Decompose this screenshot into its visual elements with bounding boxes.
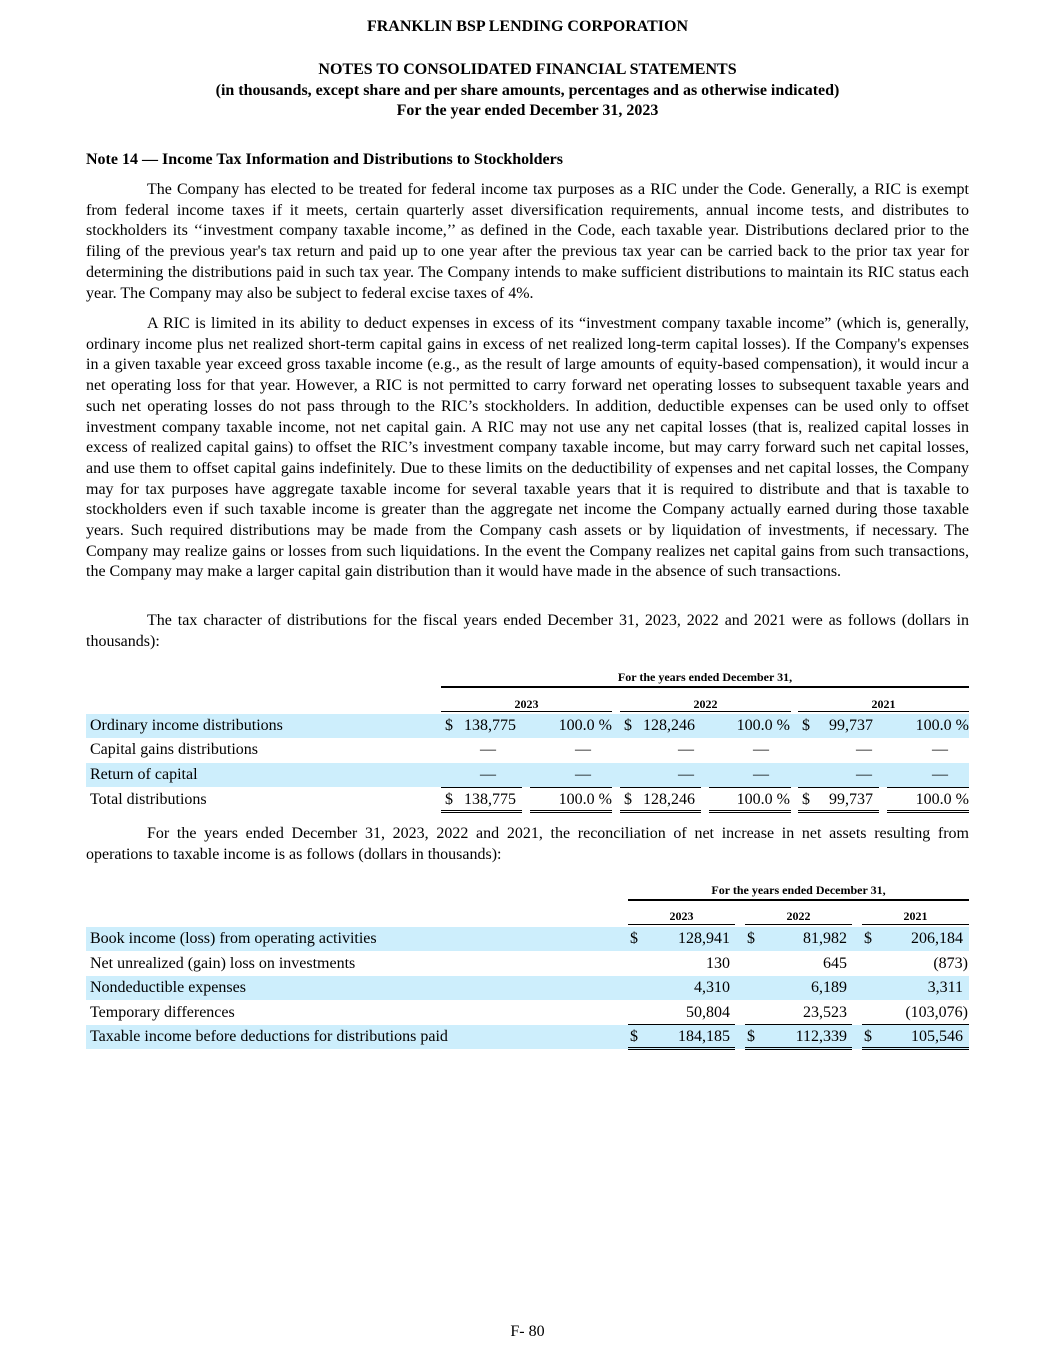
table-rule — [628, 924, 735, 925]
percent-cell: — — [753, 741, 769, 758]
currency-symbol: $ — [624, 717, 632, 734]
amount-cell: 23,523 — [803, 1004, 847, 1021]
amount-cell: 4,310 — [694, 979, 730, 996]
amount-cell: 138,775 — [464, 717, 516, 734]
amount-cell: 99,737 — [829, 717, 873, 734]
amount-cell: 105,546 — [911, 1028, 963, 1045]
note-paragraph: A RIC is limited in its ability to deduct expenses in excess of its “investment company taxable income” (which is, generally, ordinary income plus net realized short-term capital gains in excess of net realized long-term capital losses). If the Company's expenses in a given taxable year exceed gross taxable income (e.g., as the result of large amounts of equity-based compensation), it would incur a net operating loss for that year. However, a RIC is not permitted to carry forward net operating losses to subsequent taxable years and such net operating losses do not pass through to the RIC’s stockholders. In addition, deductible expenses can be used only to offset investment company taxable income, not net capital gain. A RIC may not use any net capital losses (that is, realized capital losses in excess of realized capital gains) to offset the RIC’s investment company taxable income, but may carry forward such net capital losses, and use them to offset capital gains indefinitely. Due to these limits on the deductibility of expenses and net capital losses, the Company may for tax purposes have aggregate taxable income for several taxable years that it is required to distribute and that is taxable to stockholders even if such taxable income is greater than the aggregate net income the Company actually earned during those taxable years. Such required distributions may be made from the Company cash assets or by liquidation of investments, if necessary. The Company may realize gains or losses from such liquidations. In the event the Company realizes net capital gains from such transactions, the Company may make a larger capital gain distribution than it would have made in the absence of such transactions. — [86, 315, 969, 581]
statement-subtitle: (in thousands, except share and per share amounts, percentages and as otherwise indicated) — [215, 82, 840, 99]
currency-symbol: $ — [802, 717, 810, 734]
amount-cell: (873) — [933, 955, 968, 972]
table-rule — [798, 711, 969, 712]
note-paragraph: The Company has elected to be treated for federal income tax purposes as a RIC under the Code. Generally, a RIC is exempt from federal income taxes if it meets, certain quarterly asset diversification requirements, annual income tests, and distributes to stockholders its ‘‘investment company taxable income,’’ as defined in the Code, each taxable year. Distributions declared prior to the filing of the previous year's tax return and paid up to one year after the previous tax year can be carried back to the prior tax year for determining the distributions paid in such tax year. The Company intends to make sufficient distributions to maintain its RIC status each year. The Company may also be subject to federal excise taxes of 4%. — [86, 181, 969, 302]
amount-cell: — — [856, 766, 872, 783]
amount-cell: 3,311 — [927, 979, 963, 996]
year-header: 2023 — [514, 697, 539, 711]
table-row — [86, 976, 969, 1000]
percent-cell: — — [753, 766, 769, 783]
amount-cell: — — [678, 741, 694, 758]
table-rule — [530, 810, 612, 813]
currency-symbol: $ — [864, 930, 872, 947]
currency-symbol: $ — [747, 930, 755, 947]
row-label: Return of capital — [90, 766, 198, 783]
row-label: Book income (loss) from operating activities — [90, 930, 377, 947]
percent-cell: — — [932, 741, 948, 758]
percent-cell: 100.0 % — [558, 791, 612, 808]
statement-period: For the year ended December 31, 2023 — [396, 102, 659, 119]
note-paragraph: For the years ended December 31, 2023, 2022 and 2021, the reconciliation of net increase in net assets resulting from operations to taxable income is as follows (dollars in thousands): — [86, 825, 969, 863]
year-header: 2021 — [871, 697, 896, 711]
row-label: Total distributions — [90, 791, 207, 808]
table-row-total — [86, 788, 969, 812]
row-label: Capital gains distributions — [90, 741, 258, 758]
table-rule — [441, 711, 612, 712]
amount-cell: 645 — [823, 955, 847, 972]
currency-symbol: $ — [445, 791, 453, 808]
amount-cell: — — [480, 741, 496, 758]
percent-cell: 100.0 % — [736, 791, 790, 808]
statement-title: NOTES TO CONSOLIDATED FINANCIAL STATEMENTS — [318, 61, 737, 78]
year-header: 2022 — [693, 697, 718, 711]
amount-cell: 50,804 — [686, 1004, 730, 1021]
percent-cell: — — [575, 741, 591, 758]
table-rule — [628, 899, 969, 901]
amount-cell: 6,189 — [811, 979, 847, 996]
table-row — [86, 952, 969, 976]
row-label: Ordinary income distributions — [90, 717, 283, 734]
currency-symbol: $ — [802, 791, 810, 808]
currency-symbol: $ — [630, 1028, 638, 1045]
table-heading: For the years ended December 31, — [711, 883, 886, 897]
company-name: FRANKLIN BSP LENDING CORPORATION — [366, 18, 689, 35]
currency-symbol: $ — [747, 1028, 755, 1045]
table-rule — [620, 711, 791, 712]
amount-cell: 81,982 — [803, 930, 847, 947]
row-label: Net unrealized (gain) loss on investments — [90, 955, 356, 972]
table-row — [86, 738, 969, 762]
amount-cell: 206,184 — [911, 930, 963, 947]
currency-symbol: $ — [630, 930, 638, 947]
currency-symbol: $ — [864, 1028, 872, 1045]
amount-cell: 130 — [706, 955, 730, 972]
percent-cell: — — [932, 766, 948, 783]
page-number: F- 80 — [510, 1323, 545, 1340]
row-label: Temporary differences — [90, 1004, 235, 1021]
year-header: 2023 — [669, 909, 694, 923]
amount-cell: — — [480, 766, 496, 783]
note-paragraph: The tax character of distributions for the fiscal years ended December 31, 2023, 2022 and 2021 were as follows (dollars in thousands): — [86, 612, 969, 650]
table-rule — [709, 810, 791, 813]
table-rule — [441, 810, 522, 813]
percent-cell: 100.0 % — [915, 791, 969, 808]
table-rule — [887, 810, 969, 813]
table-rule — [862, 924, 969, 925]
note-title: Note 14 — Income Tax Information and Distributions to Stockholders — [86, 151, 563, 168]
table-rule — [620, 810, 701, 813]
table-heading: For the years ended December 31, — [617, 670, 793, 684]
amount-cell: 128,246 — [643, 791, 695, 808]
percent-cell: 100.0 % — [736, 717, 790, 734]
table-row-total — [86, 1025, 969, 1049]
year-header: 2022 — [786, 909, 811, 923]
amount-cell: (103,076) — [905, 1004, 968, 1021]
amount-cell: — — [678, 766, 694, 783]
year-header: 2021 — [903, 909, 928, 923]
percent-cell: — — [575, 766, 591, 783]
row-label: Taxable income before deductions for distributions paid — [90, 1028, 448, 1045]
table-row — [86, 714, 969, 738]
percent-cell: 100.0 % — [915, 717, 969, 734]
table-row — [86, 927, 969, 951]
percent-cell: 100.0 % — [558, 717, 612, 734]
table-rule — [628, 1047, 735, 1050]
amount-cell: 184,185 — [678, 1028, 730, 1045]
table-row — [86, 1001, 969, 1025]
amount-cell: 112,339 — [795, 1028, 847, 1045]
amount-cell: 128,941 — [678, 930, 730, 947]
table-rule — [745, 1047, 852, 1050]
table-rule — [862, 1047, 969, 1050]
table-row — [86, 763, 969, 787]
currency-symbol: $ — [445, 717, 453, 734]
amount-cell: — — [856, 741, 872, 758]
amount-cell: 99,737 — [829, 791, 873, 808]
table-rule — [441, 686, 969, 688]
currency-symbol: $ — [624, 791, 632, 808]
amount-cell: 128,246 — [643, 717, 695, 734]
amount-cell: 138,775 — [464, 791, 516, 808]
table-rule — [745, 924, 852, 925]
table-rule — [798, 810, 879, 813]
row-label: Nondeductible expenses — [90, 979, 246, 996]
